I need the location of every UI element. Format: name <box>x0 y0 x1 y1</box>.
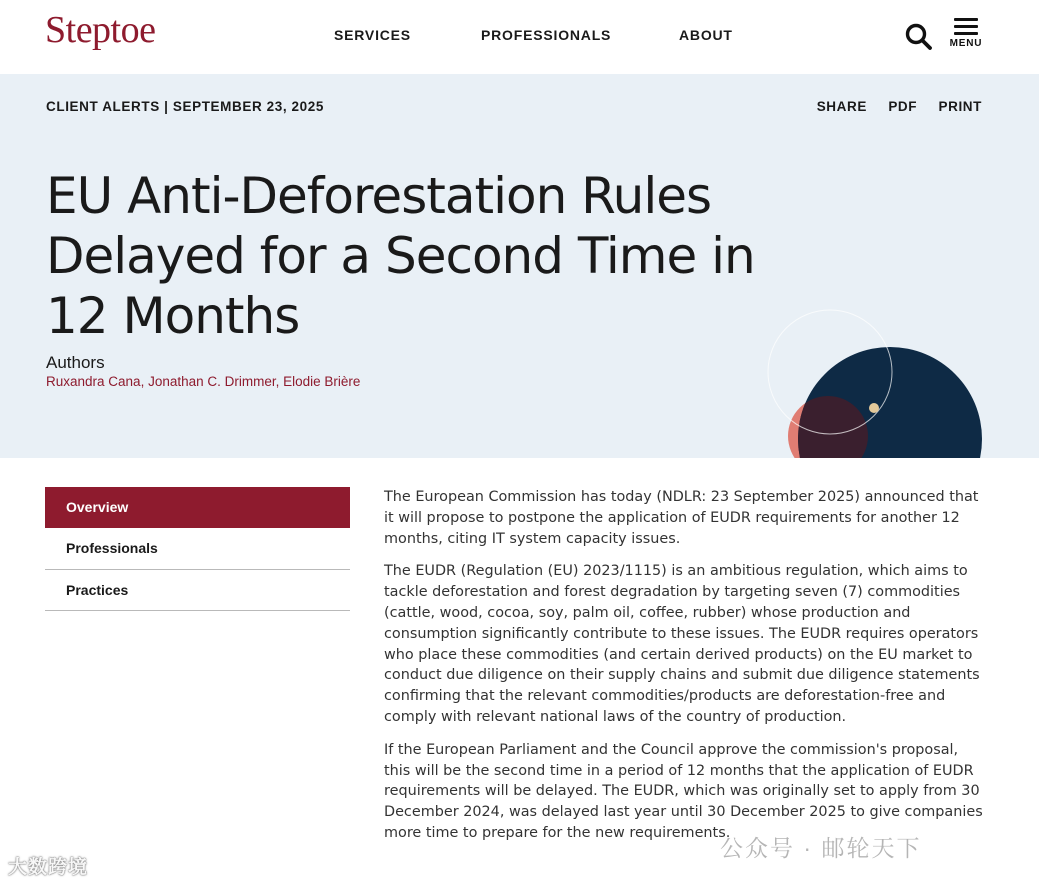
author-link[interactable]: Jonathan C. Drimmer <box>148 374 276 389</box>
share-link[interactable]: SHARE <box>816 99 867 114</box>
nav-about[interactable]: ABOUT <box>679 27 733 43</box>
section-nav <box>45 487 350 611</box>
main-nav <box>0 27 1039 43</box>
body-paragraph: The EUDR (Regulation (EU) 2023/1115) is an ambitious regulation, which aims to tackle deforestation and forest degradation by targeting seven (7) commodities (cattle, wood, cocoa, soy, palm oil, coffee, rubber) whose production and consumption significantly contribute to these issues. The EUDR requires operators who place these commodities (and certain derived products) on the EU market to conduct due diligence on their supply chains and submit due diligence statements confirming that the relevant commodities/products are deforestation-free and comply with relevant national laws of the country of production. <box>384 563 980 725</box>
authors-heading: Authors <box>46 353 105 372</box>
search-icon[interactable] <box>904 22 934 52</box>
body-paragraph: The European Commission has today (NDLR: 23 September 2025) announced that it will propose to postpone the application of EUDR requirements for another 12 months, citing IT system capacity issues. <box>384 489 979 547</box>
watermark-left: 大数跨境 <box>8 857 89 878</box>
nav-professionals[interactable]: PROFESSIONALS <box>481 27 612 43</box>
author-link[interactable]: Elodie Brière <box>283 374 361 389</box>
print-link[interactable]: PRINT <box>938 99 982 114</box>
steptoe-logo[interactable]: Steptoe <box>45 9 156 51</box>
article-hero <box>0 74 1039 458</box>
section-tab-practices[interactable]: Practices <box>45 570 350 612</box>
menu-button[interactable] <box>946 18 986 58</box>
section-tab-professionals[interactable]: Professionals <box>45 528 350 570</box>
watermark-right: 公众号 · 邮轮天下 <box>720 835 922 861</box>
menu-label: MENU <box>949 38 983 49</box>
author-link[interactable]: Ruxandra Cana <box>46 374 141 389</box>
article-title: EU Anti-Deforestation Rules Delayed for a Second Time in 12 Months <box>46 167 755 345</box>
section-tab-overview[interactable]: Overview <box>45 487 350 528</box>
site-header <box>0 0 1039 74</box>
body-paragraph: If the European Parliament and the Council approve the commission's proposal, this will be the second time in a period of 12 months that the application of EUDR requirements will be delayed. The EUDR, which was originally set to apply from 30 December 2024, was delayed last year until 30 December 2025 to give companies more time to prepare for the new requirements. <box>384 741 983 841</box>
authors-list: Ruxandra Cana, Jonathan C. Drimmer, Elodie Brière <box>46 374 361 389</box>
pdf-link[interactable]: PDF <box>888 99 918 114</box>
article-meta: CLIENT ALERTS | SEPTEMBER 23, 2025 <box>46 99 324 114</box>
hamburger-menu-icon <box>954 18 978 35</box>
decorative-circles-graphic <box>740 304 1000 458</box>
article-body <box>384 487 984 856</box>
nav-services[interactable]: SERVICES <box>334 27 411 43</box>
article-actions <box>800 99 982 114</box>
